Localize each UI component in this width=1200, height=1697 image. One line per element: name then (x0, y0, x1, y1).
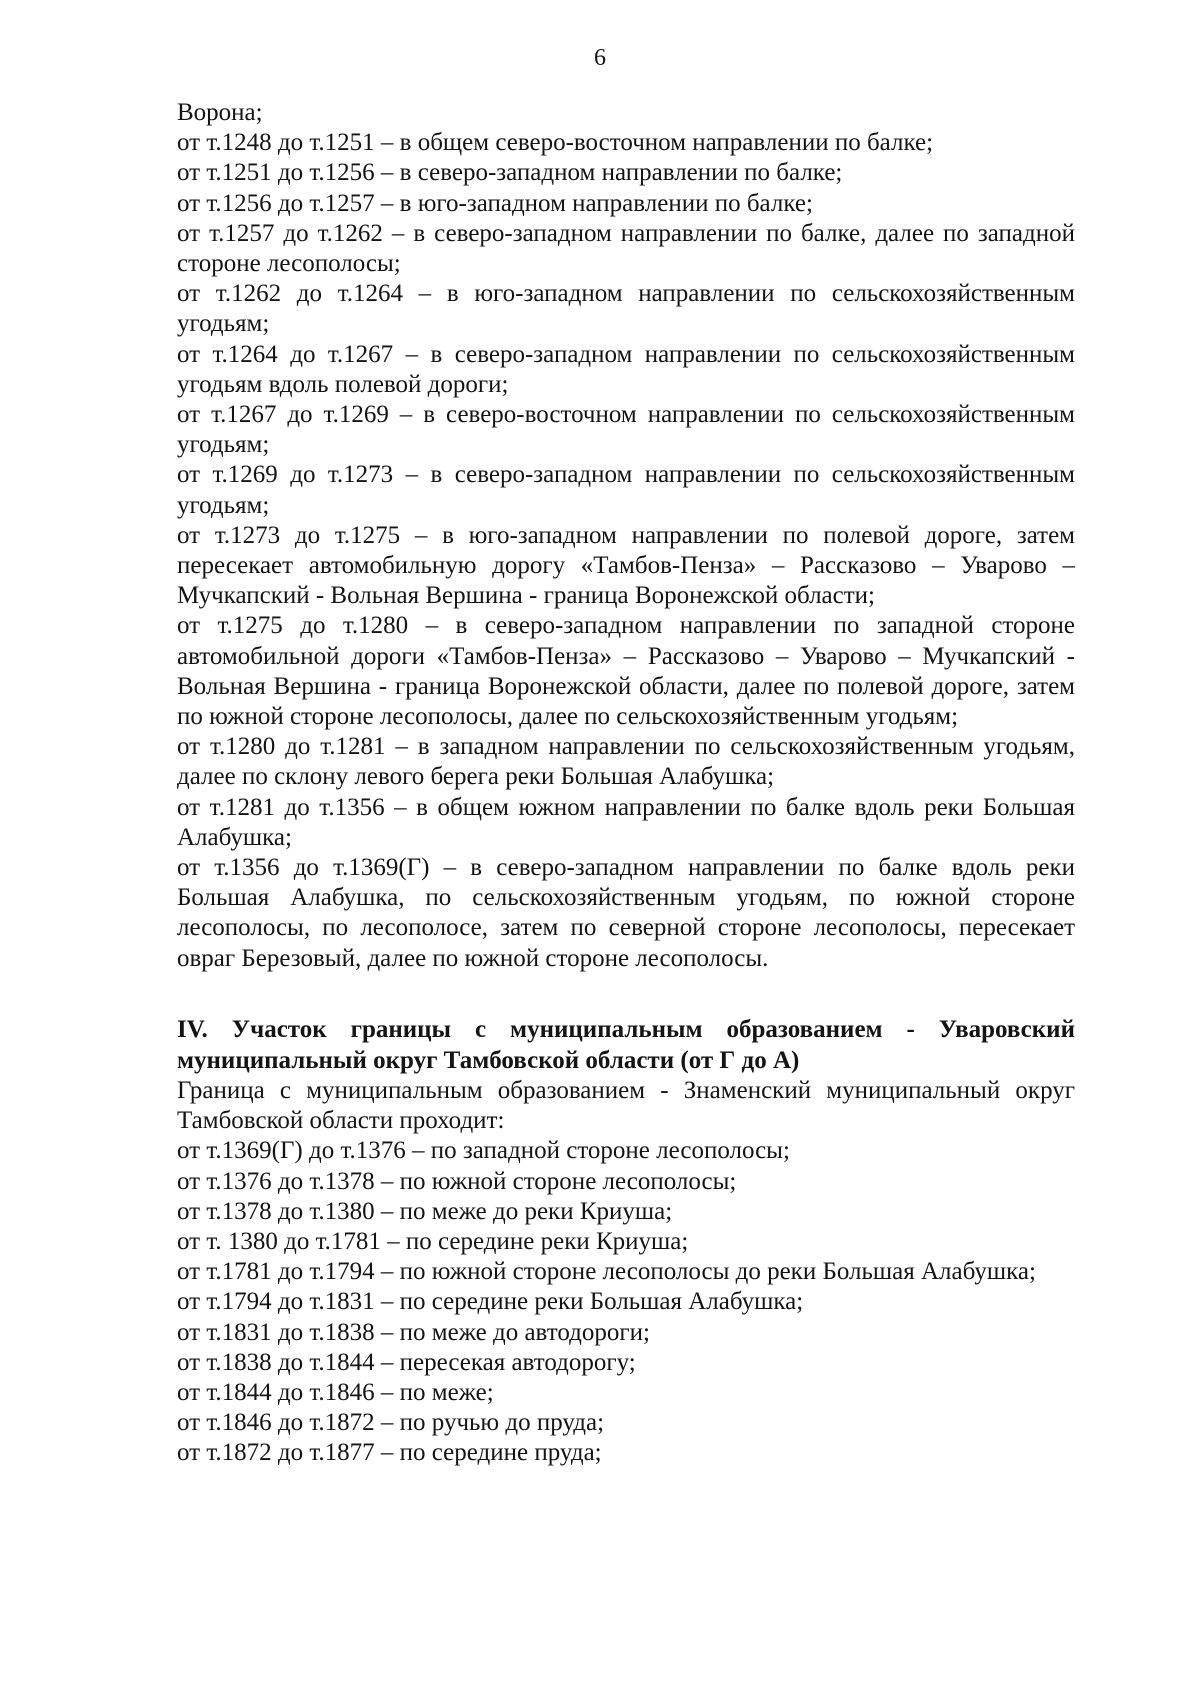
paragraph: от т.1273 до т.1275 – в юго-западном направлении по полевой дороге, затем пересекает автомобильную дорогу «Тамбов-Пенза» – Рассказово – Уварово – Мучкапский - Вольная Вершина - граница Воронежской области; (177, 521, 1075, 610)
paragraph: от т.1267 до т.1269 – в северо-восточном направлении по сельскохозяйственным угодьям; (177, 401, 1075, 459)
paragraph: от т.1269 до т.1273 – в северо-западном направлении по сельскохозяйственным угодьям; (177, 461, 1075, 519)
paragraph: от т.1256 до т.1257 – в юго-западном направлении по балке; (177, 189, 813, 217)
paragraph: от т.1281 до т.1356 – в общем южном направлении по балке вдоль реки Большая Алабушка; (177, 793, 1075, 851)
list-item: от т.1844 до т.1846 – по меже; (177, 1378, 494, 1406)
list-item: от т.1831 до т.1838 – по меже до автодороги; (177, 1318, 650, 1346)
paragraph: от т.1275 до т.1280 – в северо-западном направлении по западной стороне автомобильной дороги «Тамбов-Пенза» – Рассказово – Уварово – Мучкапский - Вольная Вершина - граница Воронежской области, далее по полевой дороге, затем по южной стороне лесополосы, далее по сельскохозяйственным угодьям; (177, 612, 1075, 731)
paragraph: от т.1257 до т.1262 – в северо-западном направлении по балке, далее по западной стороне лесополосы; (177, 219, 1075, 278)
paragraph: от т.1262 до т.1264 – в юго-западном направлении по сельскохозяйственным угодьям; (177, 280, 1075, 338)
list-item: от т.1378 до т.1380 – по меже до реки Криуша; (177, 1197, 673, 1225)
page-number: 6 (594, 45, 606, 71)
section-intro: Граница с муниципальным образованием - Знаменский муниципальный округ Тамбовской области проходит: (177, 1076, 1075, 1135)
list-item: от т.1872 до т.1877 – по середине пруда; (177, 1439, 602, 1467)
list-item: от т.1376 до т.1378 – по южной стороне лесополосы; (177, 1167, 737, 1195)
paragraph: от т.1356 до т.1369(Г) – в северо-западном направлении по балке вдоль реки Большая Алабушка, по сельскохозяйственным угодьям, по южной стороне лесополосы, по лесополосе, затем по северной стороне лесополосы, пересекает овраг Березовый, далее по южной стороне лесополосы. (177, 854, 1075, 972)
list-item: от т. 1380 до т.1781 – по середине реки Криуша; (177, 1227, 689, 1255)
list-item: от т.1846 до т.1872 – по ручью до пруда; (177, 1409, 605, 1437)
paragraph: Ворона; (177, 99, 263, 126)
list-item: от т.1781 до т.1794 – по южной стороне лесополосы до реки Большая Алабушка; (177, 1258, 1036, 1286)
list-item: от т.1838 до т.1844 – пересекая автодорогу; (177, 1348, 636, 1376)
list-item: от т.1794 до т.1831 – по середине реки Большая Алабушка; (177, 1288, 804, 1316)
list-item: от т.1369(Г) до т.1376 – по западной стороне лесополосы; (177, 1137, 790, 1165)
paragraph: от т.1251 до т.1256 – в северо-западном направлении по балке; (177, 159, 843, 187)
paragraph: от т.1264 до т.1267 – в северо-западном направлении по сельскохозяйственным угодьям вдоль полевой дороги; (177, 340, 1075, 398)
document-body (177, 98, 1075, 1469)
paragraph: от т.1280 до т.1281 – в западном направлении по сельскохозяйственным угодьям, далее по склону левого берега реки Большая Алабушка; (177, 733, 1075, 791)
section-heading: IV. Участок границы с муниципальным образованием - Уваровский муниципальный округ Тамбовской области (от Г до А) (177, 1015, 1075, 1074)
paragraph: от т.1248 до т.1251 – в общем северо-восточном направлении по балке; (177, 129, 934, 157)
